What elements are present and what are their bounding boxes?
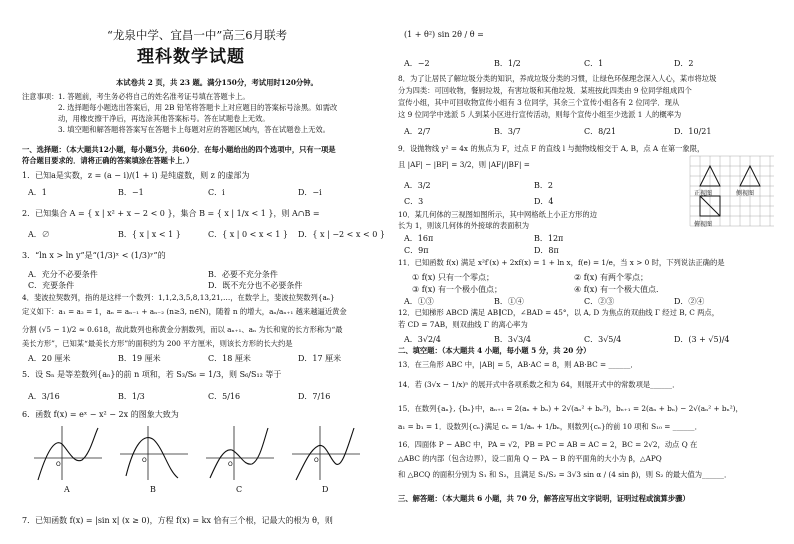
option: C．②③: [584, 297, 615, 306]
question-11: 11．已知函数 f(x) 满足 x²f′(x) + 2xf(x) = 1 + ln x，f(e) = 1/e，当 x > 0 时，下列说法正确的是: [398, 258, 725, 267]
section-heading: 符合题目要求的．请将正确的答案填涂在答题卡上．）: [22, 156, 194, 165]
question-1: 1．已知a是实数，z = (a − i)/(1 + i) 是纯虚数，则 z 的虚部为: [22, 171, 250, 180]
option: C．充要条件: [28, 281, 75, 290]
question-15: a₁ = b₁ = 1．设数列{cₙ}满足 cₙ = 1/aₙ + 1/bₙ，则数列{cₙ}的前 10 项和 S₁₀ = ______．: [398, 422, 702, 431]
option: C．18 厘米: [208, 354, 251, 363]
front-view-label: 正视图: [694, 190, 713, 197]
question-9: 9．设抛物线 y² = 4x 的焦点为 F，过点 F 的直线 l 与抛物线相交于 A, B，点 A 在第一象限，: [398, 144, 705, 153]
option: A．16π: [404, 234, 434, 243]
question-3: 3．“ln x > ln y”是“(1/3)ˣ < (1/3)ʸ”的: [22, 251, 166, 260]
option: B．12π: [534, 234, 564, 243]
svg-text:O: O: [314, 457, 319, 464]
question-6: 6．函数 f(x) = eˣ − x² − 2x 的图象大致为: [22, 410, 179, 419]
notice-item: 3. 填空题和解答题将答案写在答题卡上每题对应的答题区域内，答在试题卷上无效。: [58, 125, 330, 134]
question-16: △ABC 的内部（包含边界），设二面角 Q − PA − B 的平面角的大小为 β，△APQ: [398, 454, 662, 463]
option: A．∅: [28, 230, 50, 239]
section-heading: 三、解答题：（本大题共 6 小题，共 70 分，解答应写出文字说明，证明过程或演算步骤）: [398, 494, 690, 503]
question-4: 定义如下：a₁ = a₂ = 1，aₙ = aₙ₋₁ + aₙ₋₂ (n≥3, n∈N)，随着 n 的增大，aₙ/aₙ₊₁ 越来越逼近黄金: [22, 307, 347, 316]
option: B．19 厘米: [118, 354, 161, 363]
question-12: 12．已知梯形 ABCD 满足 AB∥CD，∠BAD = 45°，以 A, D 为焦点的双曲线 Γ 经过 B, C 两点，: [398, 308, 720, 317]
statement: ② f(x) 有两个零点；: [574, 273, 648, 282]
option: A．3/16: [28, 392, 60, 401]
notice-item: 1. 答题前，考生务必将自己的姓名准考证号填在答题卡上。: [58, 92, 250, 101]
option: A．−2: [404, 59, 430, 68]
graph-option-a: [32, 424, 104, 482]
option: C．8/21: [584, 127, 617, 136]
subject-title: 理科数学试题: [137, 47, 245, 67]
question-7: 7．已知函数 f(x) = |sin x| (x ≥ 0)，方程 f(x) = kx 恰有三个根，记最大的根为 θ，则: [22, 516, 333, 525]
question-8: 这 9 位同学中选派 5 人到某小区进行宣传活动，则每个宣传小组至少选派 1 人的概率为: [398, 110, 682, 119]
svg-text:O: O: [228, 461, 233, 468]
top-view-label: 俯视图: [694, 221, 713, 228]
option: D．(3 + √5)/4: [674, 335, 730, 344]
graph-option-d: [290, 424, 362, 482]
option: B．{ x | x < 1 }: [118, 230, 181, 239]
question-8: 分为四类：可回收物，餐厨垃圾，有害垃圾和其他垃圾．某班按此四类由 9 位同学组成四个: [398, 86, 692, 95]
option: A．①③: [404, 297, 434, 306]
option: D．−i: [298, 188, 322, 197]
question-16: 和 △BCQ 的面积分别为 S₁ 和 S₂，且满足 S₁/S₂ = 3√3 sin α / (4 sin β)，则 S₂ 的最大值为______．: [398, 470, 732, 479]
question-7-expression: (1 + θ²) sin 2θ / θ =: [404, 30, 484, 39]
option: B．−1: [118, 188, 144, 197]
option: D．2: [674, 59, 694, 68]
option: A．3/2: [404, 181, 431, 190]
option: B．必要不充分条件: [208, 270, 278, 279]
question-5: 5．设 Sₙ 是等差数列{aₙ}的前 n 项和，若 S₃/S₆ = 1/3，则 S₆/S₁₂ 等于: [22, 370, 282, 379]
option: D．7/16: [298, 392, 331, 401]
graph-option-c: [204, 424, 276, 482]
graph-label: B: [150, 485, 156, 494]
notice-item: 动，用橡皮擦干净后，再选涂其他答案标号。答在试题卷上无效。: [58, 114, 270, 123]
option: A．2/7: [404, 127, 431, 136]
question-4: 分割 (√5 − 1)/2 ≈ 0.618，故此数列也称黄金分割数列，而以 aₙ₊₁、aₙ 为长和宽的长方形称为“最: [22, 325, 343, 334]
option: D．4: [534, 197, 554, 206]
svg-text:O: O: [56, 461, 61, 468]
option: B．1/3: [118, 392, 145, 401]
question-8: 宣传小组，其中可回收物宣传小组有 3 位同学，其余三个宣传小组各有 2 位同学．现从: [398, 98, 680, 107]
notice-item: 2. 选择题每小题选出答案后，用 2B 铅笔将答题卡上对应题目的答案标号涂黑。如需改: [58, 103, 338, 112]
statement: ① f(x) 只有一个零点；: [412, 273, 494, 282]
option: B．①④: [494, 297, 524, 306]
option: A．3√2/4: [404, 335, 441, 344]
option: D．{ x | −2 < x < 0 }: [298, 230, 385, 239]
graph-label: C: [236, 485, 243, 494]
option: C．3: [404, 197, 424, 206]
side-view-label: 侧视图: [736, 190, 755, 197]
option: A．1: [28, 188, 47, 197]
question-9: 且 |AF| − |BF| = 3/2，则 |AF|/|BF| =: [398, 160, 530, 169]
option: D．②④: [674, 297, 705, 306]
option: C．1: [584, 59, 604, 68]
option: B．3√3/4: [494, 335, 531, 344]
option: C．9π: [404, 246, 429, 255]
question-2: 2．已知集合 A = { x | x² + x − 2 < 0 }，集合 B = { x | 1/x < 1 }，则 A∩B =: [22, 209, 320, 218]
question-13: 13．在三角形 ABC 中，|AB| = 5，AB·AC = 8，则 AB·BC = ______．: [398, 360, 638, 369]
section-heading: 二、填空题：（本大题共 4 小题，每小题 5 分，共 20 分）: [398, 346, 591, 355]
question-16: 16．四面体 P − ABC 中，PA = √2，PB = PC = AB = AC = 2，BC = 2√2，动点 Q 在: [398, 440, 698, 449]
exam-title-line: “龙泉中学、宜昌一中”高三6月联考: [107, 28, 288, 42]
statement: ③ f(x) 有一个极小值点；: [412, 285, 502, 294]
option: B．2: [534, 181, 553, 190]
section-heading: 一、选择题：（本大题共12小题，每小题5分，共60分．在每小题给出的四个选项中，只有一项是: [22, 145, 336, 154]
question-10: 10．某几何体的三视图如图所示，其中网格纸上小正方形的边: [398, 210, 598, 219]
question-10: 长为 1，则该几何体的外接球的表面积为: [398, 221, 530, 230]
graph-label: D: [322, 485, 329, 494]
graph-label: A: [64, 485, 70, 494]
exam-meta: 本试卷共 2 页，共 23 题。满分150分，考试用时120分钟。: [116, 78, 318, 87]
option: B．3/7: [494, 127, 521, 136]
option: B．1/2: [494, 59, 521, 68]
question-12: 若 CD = 7AB，则双曲线 Γ 的离心率为: [398, 320, 528, 329]
option: C．i: [208, 188, 225, 197]
option: C．{ x | 0 < x < 1 }: [208, 230, 288, 239]
graph-option-b: [118, 424, 190, 482]
option: D．8π: [534, 246, 559, 255]
question-15: 15．在数列{aₙ}, {bₙ}中，aₙ₊₁ = 2(aₙ + bₙ) + 2√(aₙ² + bₙ²)，bₙ₊₁ = 2(aₙ + bₙ) − 2√(aₙ² + bₙ²)，: [398, 404, 743, 413]
option: D．10/21: [674, 127, 712, 136]
option: D．17 厘米: [298, 354, 342, 363]
question-4: 4．斐波拉契数列，指的是这样一个数列：1,1,2,3,5,8,13,21,…，在数学上，斐波拉契数列{aₙ}: [22, 293, 335, 302]
question-8: 8．为了让居民了解垃圾分类的知识，养成垃圾分类的习惯，让绿色环保理念深入人心，某市将垃圾: [398, 74, 717, 83]
question-14: 14．若 (3√x − 1/x)ⁿ 的展开式中各项系数之和为 64，则展开式中的常数项是______．: [398, 380, 680, 389]
option: A．充分不必要条件: [28, 270, 98, 279]
notice-label: 注意事项：: [22, 92, 59, 101]
svg-text:O: O: [142, 457, 147, 464]
statement: ④ f(x) 有一个极大值点．: [574, 285, 664, 294]
option: C．3√5/4: [584, 335, 622, 344]
option: A．20 厘米: [28, 354, 71, 363]
option: D．既不充分也不必要条件: [208, 281, 303, 290]
question-4: 美长方形”，已知某“最美长方形”的面积约为 200 平方厘米，则该长方形的长大约是: [22, 339, 293, 348]
option: C．5/16: [208, 392, 241, 401]
